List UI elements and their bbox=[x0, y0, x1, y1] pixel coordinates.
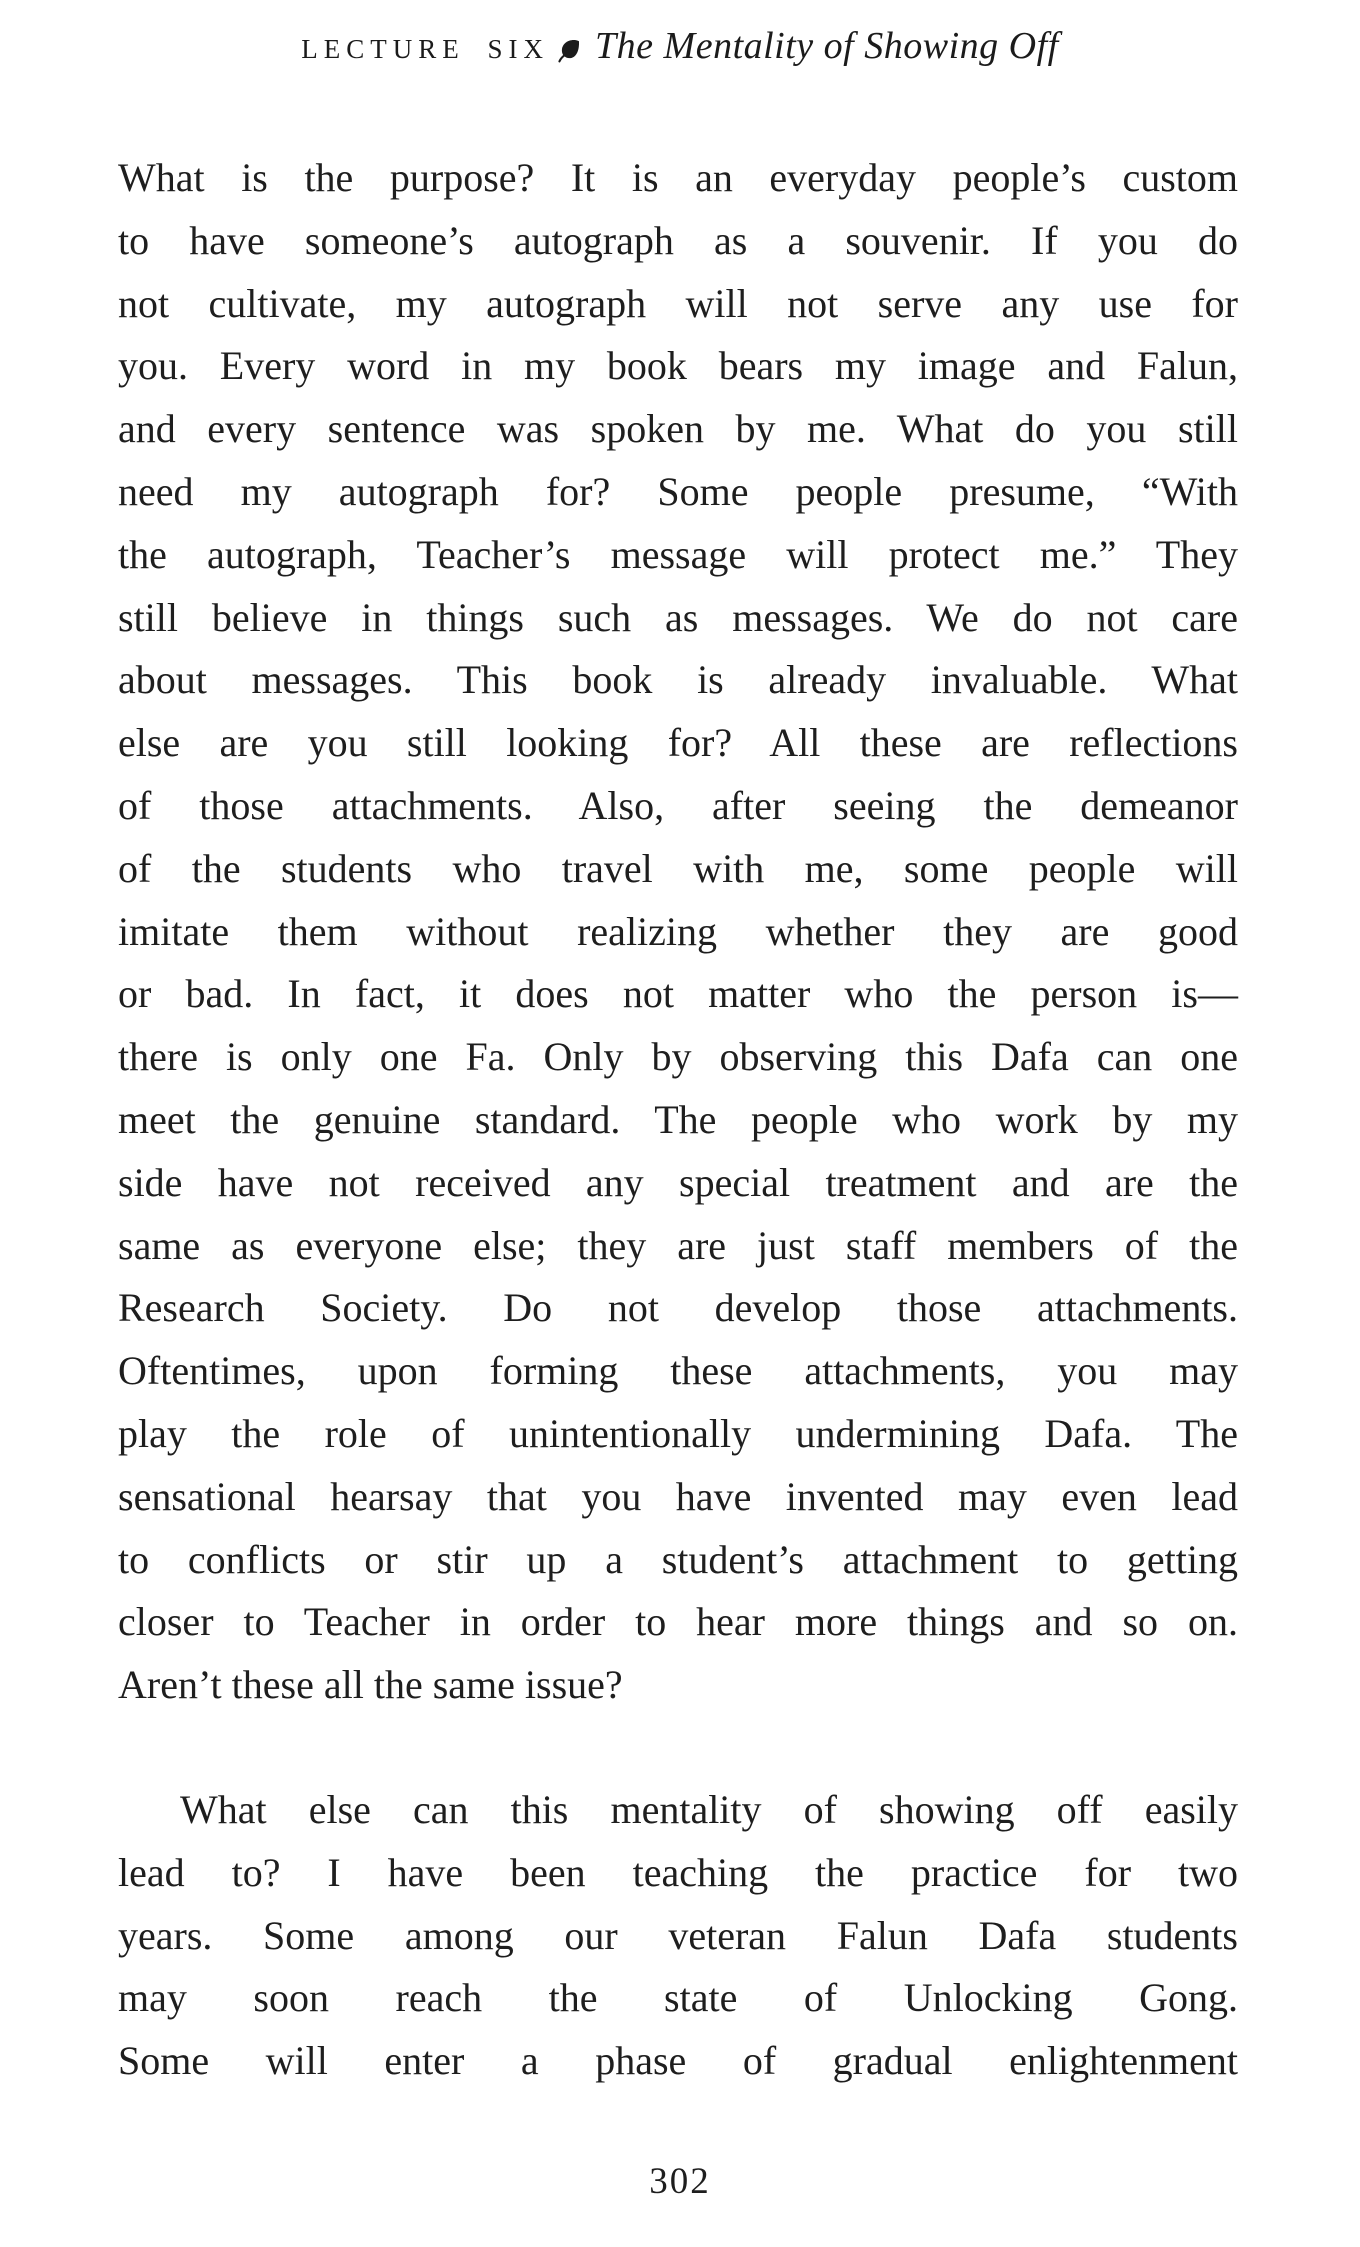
text-line: side have not received any special treatment and are the bbox=[118, 1159, 1238, 1205]
text-line: meet the genuine standard. The people who work by my bbox=[118, 1096, 1238, 1142]
text-line: to conflicts or stir up a student’s attachment to getting bbox=[118, 1536, 1238, 1582]
text-line: lead to? I have been teaching the practice for two bbox=[118, 1849, 1238, 1895]
text-line: of the students who travel with me, some people will bbox=[118, 845, 1238, 891]
text-line: else are you still looking for? All these are reflections bbox=[118, 720, 1238, 766]
text-line: about messages. This book is already invaluable. What bbox=[118, 657, 1238, 703]
text-line: still believe in things such as messages. We do not care bbox=[118, 594, 1238, 640]
fleuron-icon bbox=[557, 37, 583, 63]
text-line: may soon reach the state of Unlocking Gong. bbox=[118, 1975, 1238, 2021]
text-line: not cultivate, my autograph will not serve any use for bbox=[118, 280, 1238, 326]
chapter-title: The Mentality of Showing Off bbox=[595, 25, 1059, 67]
paragraph bbox=[118, 1779, 1238, 2093]
text-block bbox=[118, 147, 1238, 2093]
text-line: sensational hearsay that you have invented may even lead bbox=[118, 1473, 1238, 1519]
lecture-label: LECTURE SIX bbox=[301, 34, 550, 64]
text-line: Oftentimes, upon forming these attachments, you may bbox=[118, 1348, 1238, 1394]
text-line: What else can this mentality of showing off easily bbox=[180, 1786, 1238, 1832]
text-line: you. Every word in my book bears my image and Falun, bbox=[118, 343, 1238, 389]
text-line: What is the purpose? It is an everyday people’s custom bbox=[118, 155, 1238, 200]
text-line: play the role of unintentionally undermining Dafa. The bbox=[118, 1410, 1238, 1456]
page-number: 302 bbox=[649, 2161, 711, 2202]
text-line: or bad. In fact, it does not matter who the person is— bbox=[118, 971, 1238, 1017]
text-line: need my autograph for? Some people presume, “With bbox=[118, 468, 1238, 514]
text-line: and every sentence was spoken by me. What do you still bbox=[118, 406, 1238, 452]
text-line: years. Some among our veteran Falun Dafa students bbox=[118, 1912, 1238, 1958]
paragraph bbox=[118, 147, 1238, 1717]
text-line: same as everyone else; they are just staff members of the bbox=[118, 1222, 1238, 1268]
text-line: Aren’t these all the same issue? bbox=[118, 1662, 623, 1708]
text-line: of those attachments. Also, after seeing the demeanor bbox=[118, 782, 1238, 828]
text-line: Some will enter a phase of gradual enlightenment bbox=[118, 2038, 1238, 2084]
text-line: imitate them without realizing whether they are good bbox=[118, 908, 1238, 954]
text-line: to have someone’s autograph as a souvenir. If you do bbox=[118, 217, 1238, 263]
running-head bbox=[0, 24, 1360, 68]
text-line: there is only one Fa. Only by observing this Dafa can one bbox=[118, 1034, 1238, 1080]
text-line: Research Society. Do not develop those attachments. bbox=[118, 1285, 1238, 1331]
text-line: closer to Teacher in order to hear more things and so on. bbox=[118, 1599, 1238, 1645]
text-line: the autograph, Teacher’s message will protect me.” They bbox=[118, 531, 1238, 577]
